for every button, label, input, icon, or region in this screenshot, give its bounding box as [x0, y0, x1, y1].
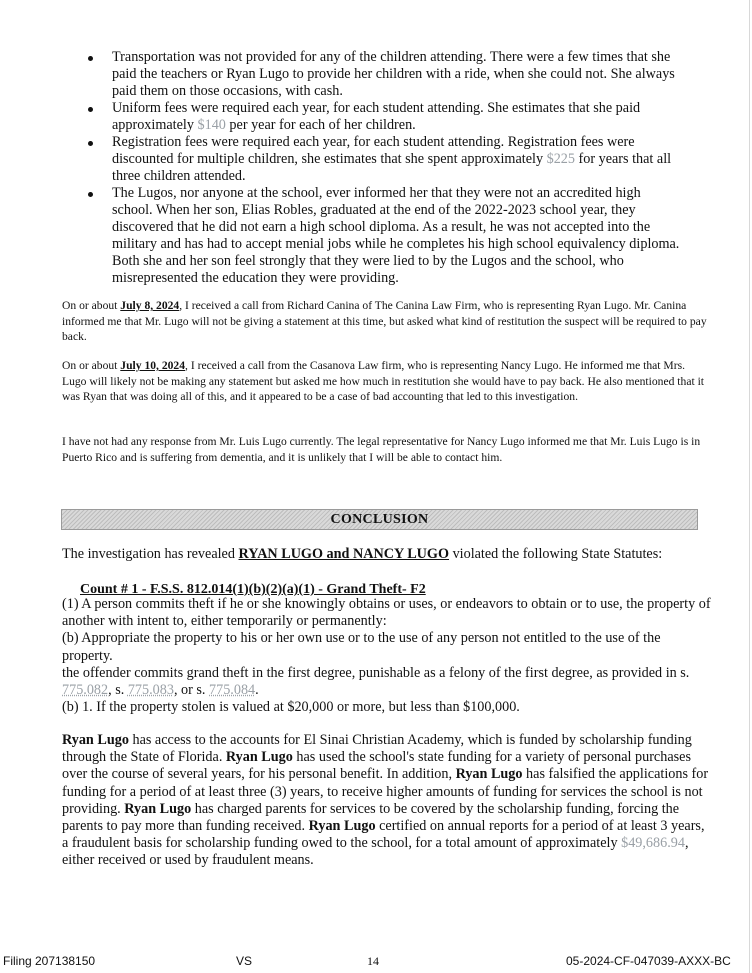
body-text: certified on annual reports for a period of at least 3 years, a fraudulent basis for scholarship funding owed to the school, for a total amount of approximately	[62, 818, 705, 852]
statute-text	[62, 596, 712, 716]
paragraph-july-10	[62, 358, 707, 405]
page-footer	[0, 954, 752, 970]
scan-edge-line	[749, 0, 750, 973]
intro-text: The investigation has revealed	[62, 546, 239, 562]
list-item	[84, 185, 684, 287]
suspect-name: Ryan Lugo	[225, 749, 293, 766]
statute-sep: , or s.	[173, 682, 210, 699]
statute-sep: .	[255, 682, 259, 699]
conclusion-heading: CONCLUSION	[61, 509, 698, 530]
date-highlight: July 10, 2024	[120, 359, 186, 372]
statute-line: (b) Appropriate the property to his or her own use or to the use of any person not entitled to the use of the property.	[62, 630, 661, 664]
statute-line	[62, 665, 712, 699]
suspect-name: Ryan Lugo	[124, 800, 192, 817]
bullet-icon	[88, 141, 93, 146]
para-text: , I received a call from Richard Canina of The Canina Law Firm, who is representing Ryan Lugo. Mr. Canina informed me that Mr. Lugo will not be giving a statement at this time, but asked what kind of restitution the suspect will be required to pay back.	[62, 299, 707, 343]
para-text: On or about	[62, 299, 121, 312]
conclusion-intro	[62, 546, 722, 563]
statute-ref-link[interactable]: 775.082	[62, 682, 109, 699]
findings-paragraph	[62, 732, 712, 870]
bullet-icon	[88, 192, 93, 197]
body-text: has charged parents for services to be covered by the scholarship funding, forcing the parents to pay more than funding received.	[62, 800, 680, 835]
bullet-text: Uniform fees were required each year, for each student attending. She estimates that she paid approximately	[112, 100, 641, 133]
statute-ref-link[interactable]: 775.083	[127, 682, 174, 699]
bullet-icon	[88, 107, 93, 112]
bullet-text: The Lugos, nor anyone at the school, ever informed her that they were not an accredited high school. When her son, Elias Robles, graduated at the end of the 2022-2023 school year, they discovered that he did not earn a high school diploma. As a result, he was not accepted into the military and has had to accept menial jobs while he completes his high school equivalency diploma. Both she and her son feel strongly that they were lied to by the Lugos and the school, who misrepresented the education they were providing.	[112, 185, 680, 286]
para-text: On or about	[62, 359, 121, 372]
amount-value: $225	[546, 151, 575, 167]
bullet-list	[84, 49, 684, 287]
paragraph-luis-lugo: I have not had any response from Mr. Luis Lugo currently. The legal representative for Nancy Lugo informed me that Mr. Luis Lugo is in Puerto Rico and is suffering from dementia, and it is unlikely that I will be able to contact him.	[62, 435, 701, 464]
bullet-icon	[88, 56, 93, 61]
bullet-text-end: for years that all three children attended.	[112, 151, 672, 184]
statute-line: (1) A person commits theft if he or she knowingly obtains or uses, or endeavors to obtain or to use, the property of another with intent to, either temporarily or permanently:	[62, 596, 711, 630]
date-highlight: July 8, 2024	[120, 299, 180, 312]
case-number: 05-2024-CF-047039-AXXX-BC	[566, 954, 731, 968]
count-title: Count # 1 - F.S.S. 812.014(1)(b)(2)(a)(1) - Grand Theft- F2	[80, 582, 426, 597]
amount-value: $140	[197, 117, 226, 133]
statute-text-part: the offender commits grand theft in the first degree, punishable as a felony of the first degree, as provided in s.	[62, 664, 690, 681]
filing-number: Filing 207138150	[3, 954, 96, 968]
bullet-text-end: per year for each of her children.	[225, 117, 416, 133]
statute-line: (b) 1. If the property stolen is valued at $20,000 or more, but less than $100,000.	[62, 699, 520, 716]
statute-ref-link[interactable]: 775.084	[209, 682, 256, 699]
list-item	[84, 49, 684, 100]
amount-value: $49,686.94	[621, 835, 685, 852]
suspect-name: Ryan Lugo	[308, 818, 376, 835]
body-text: has used the school's state funding for a variety of personal purchases over the course of several years, for his personal benefit. In addition,	[62, 749, 691, 783]
bullet-text: Registration fees were required each year, for each student attending. Registration fees were discounted for multiple children, she estimates that she spent approximately	[112, 134, 635, 167]
paragraph-july-8	[62, 298, 707, 345]
body-text: , either received or used by fraudulent means.	[62, 835, 689, 869]
intro-text: violated the following State Statutes:	[449, 546, 663, 562]
para-text: , I received a call from the Casanova Law firm, who is representing Nancy Lugo. He informed me that Mrs. Lugo will likely not be making any statement but asked me how much in restitution she would have to pay back. He also mentioned that it was Ryan that was doing all of this, and it appeared to be a case of bad accounting that led to this investigation.	[62, 359, 705, 403]
list-item	[84, 134, 684, 185]
vs-label: VS	[236, 954, 253, 968]
suspect-name: Ryan Lugo	[455, 766, 523, 783]
suspect-name: Ryan Lugo	[62, 732, 129, 748]
page-number: 14	[367, 954, 379, 968]
bullet-text: Transportation was not provided for any of the children attending. There were a few times that she paid the teachers or Ryan Lugo to provide her children with a ride, when she could not. She always paid them on those occasions, with cash.	[112, 49, 675, 99]
body-text: has access to the accounts for El Sinai Christian Academy, which is funded by scholarship funding through the State of Florida.	[62, 732, 692, 766]
body-text: has falsified the applications for funding for a period of at least three (3) years, to receive higher amounts of funding for services the school is not providing.	[62, 766, 709, 817]
defendant-names: RYAN LUGO and NANCY LUGO	[238, 546, 450, 562]
statute-sep: , s.	[108, 682, 128, 699]
list-item	[84, 100, 684, 134]
